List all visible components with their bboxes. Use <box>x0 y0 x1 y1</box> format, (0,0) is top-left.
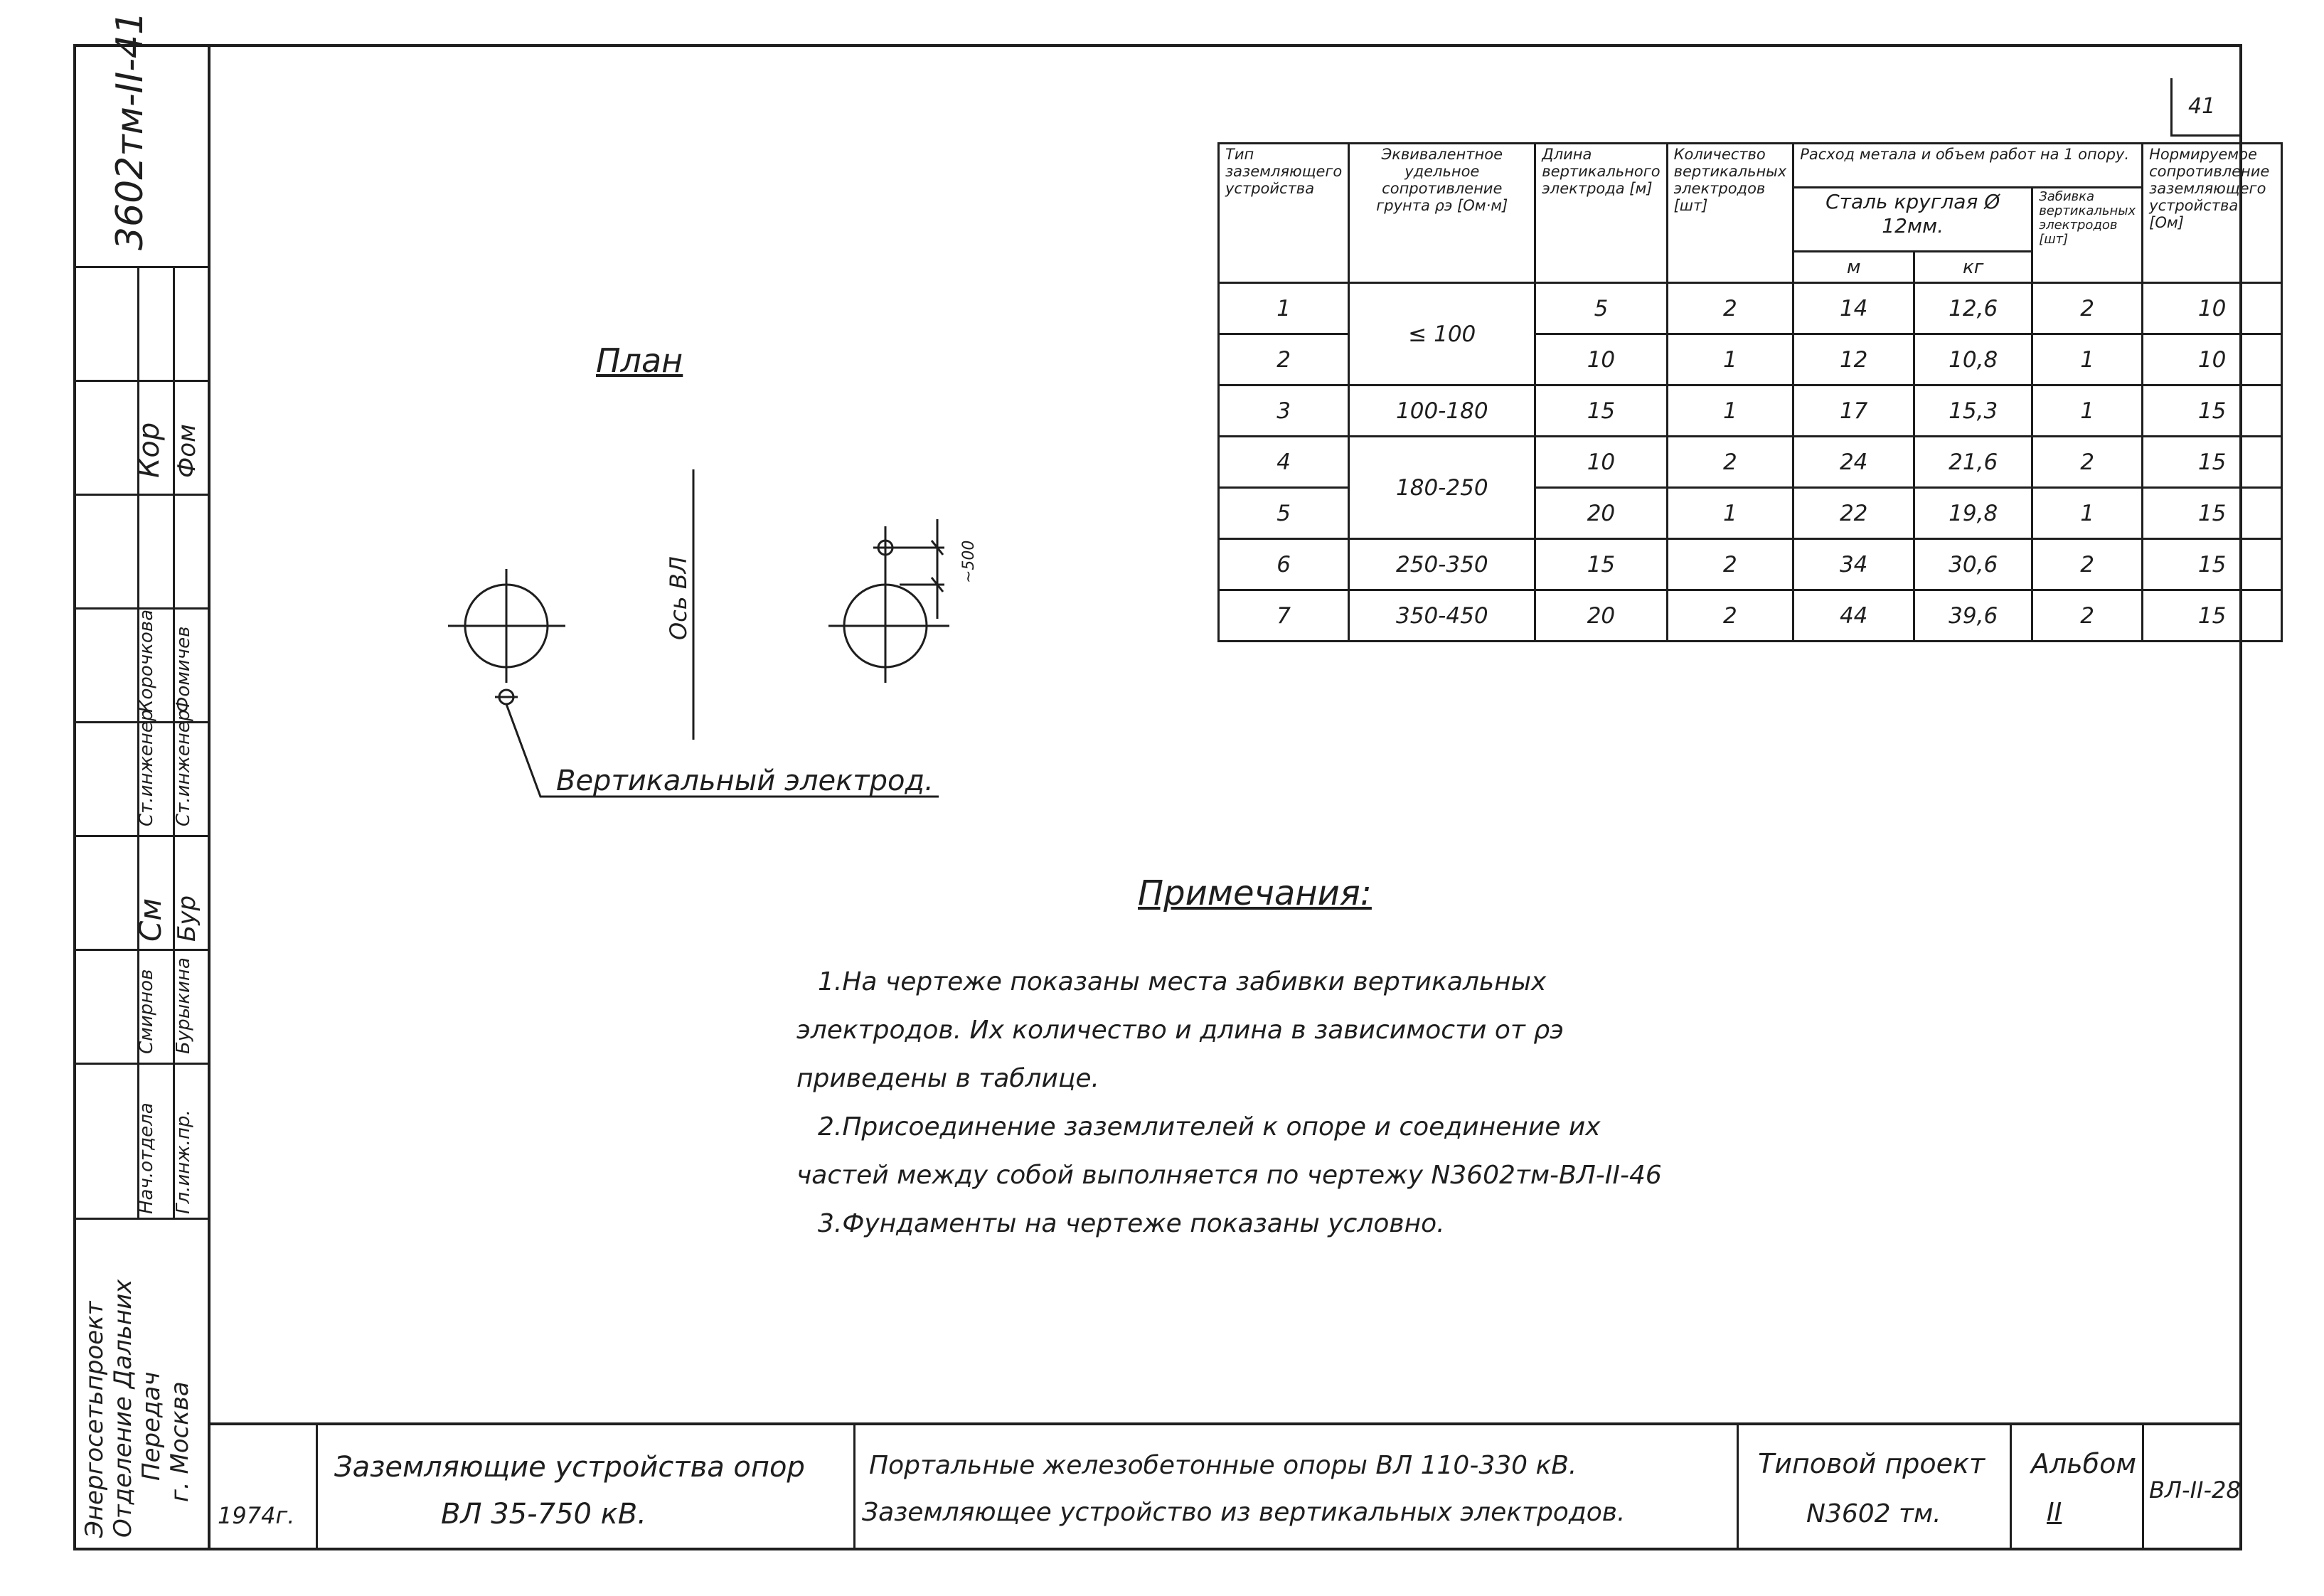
cell-kg: 19,8 <box>1914 488 2032 539</box>
cell-norm: 15 <box>2143 488 2282 539</box>
cell-m: 34 <box>1793 539 1914 590</box>
dimension-label: ~500 <box>960 540 978 583</box>
cell-length: 15 <box>1535 385 1667 437</box>
plan-title: План <box>596 341 683 380</box>
cell-type: 6 <box>1219 539 1349 590</box>
cell-length: 10 <box>1535 437 1667 488</box>
cell-driving: 2 <box>2032 590 2143 642</box>
cell-norm: 15 <box>2143 590 2282 642</box>
note-line: приведены в таблице. <box>796 1064 1099 1093</box>
cell-rho: 100-180 <box>1349 385 1535 437</box>
title-project-line2: N3602 тм. <box>1806 1499 1941 1528</box>
cell-type: 5 <box>1219 488 1349 539</box>
stamp-name: Корочкова <box>136 609 157 713</box>
cell-type: 2 <box>1219 334 1349 385</box>
note-line: электродов. Их количество и длина в зависимости от ρэ <box>796 1016 1564 1045</box>
table-row <box>1219 385 2282 437</box>
sheet-number: 41 <box>2188 94 2216 119</box>
note-line: 2.Присоединение заземлителей к опоре и соединение их <box>818 1112 1601 1142</box>
note-line: 1.На чертеже показаны места забивки вертикальных <box>818 967 1547 996</box>
header-steel: Сталь круглая Ø 12мм. <box>1793 188 2032 252</box>
cell-kg: 30,6 <box>1914 539 2032 590</box>
organization-line: Энергосетьпроект <box>80 1301 109 1538</box>
stamp-name: Фомичев <box>173 626 194 713</box>
title-album-number: II <box>2047 1498 2062 1527</box>
cell-length: 20 <box>1535 590 1667 642</box>
cell-type: 4 <box>1219 437 1349 488</box>
organization-line: г. Москва <box>166 1381 194 1502</box>
notes-title: Примечания: <box>1138 873 1372 913</box>
cell-rho: 350-450 <box>1349 590 1535 642</box>
cell-m: 24 <box>1793 437 1914 488</box>
header-type: Тип заземляющего устройства <box>1219 144 1349 283</box>
table-row <box>1219 283 2282 334</box>
cell-m: 14 <box>1793 283 1914 334</box>
organization-line: Отделение Дальних <box>109 1279 137 1538</box>
title-project-line1: Типовой проект <box>1758 1448 1985 1479</box>
axis-label: Ось ВЛ <box>665 556 692 640</box>
cell-driving: 1 <box>2032 488 2143 539</box>
cell-norm: 15 <box>2143 385 2282 437</box>
cell-type: 3 <box>1219 385 1349 437</box>
title-desc-line1: Портальные железобетонные опоры ВЛ 110-330 кВ. <box>869 1451 1577 1480</box>
electrode-label: Вертикальный электрод. <box>556 765 934 797</box>
cell-count: 1 <box>1667 334 1793 385</box>
stamp-role: Гл.инж.пр. <box>173 1110 194 1214</box>
cell-driving: 1 <box>2032 334 2143 385</box>
title-sheet-code: ВЛ-II-28 <box>2149 1477 2241 1504</box>
cell-type: 1 <box>1219 283 1349 334</box>
stamp-signature: Бур <box>173 895 201 942</box>
cell-kg: 21,6 <box>1914 437 2032 488</box>
stamp-signature: Фом <box>173 424 201 478</box>
note-line: 3.Фундаменты на чертеже показаны условно. <box>818 1209 1445 1238</box>
cell-kg: 15,3 <box>1914 385 2032 437</box>
cell-count: 2 <box>1667 590 1793 642</box>
cell-rho: ≤ 100 <box>1349 283 1535 385</box>
doc-code: 3602тм-II-41 <box>109 11 151 250</box>
cell-norm: 15 <box>2143 539 2282 590</box>
cell-m: 12 <box>1793 334 1914 385</box>
header-length: Длина вертикального электрода [м] <box>1535 144 1667 283</box>
cell-driving: 2 <box>2032 283 2143 334</box>
cell-driving: 1 <box>2032 385 2143 437</box>
cell-driving: 2 <box>2032 539 2143 590</box>
cell-length: 10 <box>1535 334 1667 385</box>
cell-length: 5 <box>1535 283 1667 334</box>
title-desc-line2: Заземляющее устройство из вертикальных электродов. <box>862 1498 1626 1527</box>
table-row <box>1219 539 2282 590</box>
cell-kg: 39,6 <box>1914 590 2032 642</box>
cell-count: 2 <box>1667 283 1793 334</box>
cell-norm: 10 <box>2143 334 2282 385</box>
title-name-line2: ВЛ 35-750 кВ. <box>441 1498 646 1531</box>
cell-kg: 12,6 <box>1914 283 2032 334</box>
header-consumption: Расход метала и объем работ на 1 опору. <box>1793 144 2143 188</box>
stamp-role: Ст.инженер <box>136 709 157 826</box>
cell-count: 2 <box>1667 437 1793 488</box>
stamp-signature: Кор <box>133 422 166 478</box>
title-name-line1: Заземляющие устройства опор <box>334 1451 805 1484</box>
specification-table <box>1217 142 2283 642</box>
cell-rho: 180-250 <box>1349 437 1535 539</box>
stamp-name: Бурыкина <box>173 957 194 1054</box>
sheet-number-box <box>2170 78 2242 137</box>
stamp-sidebar <box>73 11 210 1550</box>
header-count: Количество вертикальных электродов [шт] <box>1667 144 1793 283</box>
cell-count: 1 <box>1667 488 1793 539</box>
title-block <box>210 1422 2242 1550</box>
stamp-signature: См <box>133 898 168 942</box>
cell-norm: 10 <box>2143 283 2282 334</box>
cell-count: 2 <box>1667 539 1793 590</box>
header-steel-m: м <box>1793 252 1914 283</box>
cell-length: 20 <box>1535 488 1667 539</box>
cell-length: 15 <box>1535 539 1667 590</box>
stamp-name: Смирнов <box>136 969 157 1054</box>
note-line: частей между собой выполняется по чертежу N3602тм-ВЛ-II-46 <box>796 1161 1662 1190</box>
cell-m: 17 <box>1793 385 1914 437</box>
organization-line: Передач <box>137 1371 166 1481</box>
stamp-role: Ст.инженер <box>173 709 194 826</box>
cell-type: 7 <box>1219 590 1349 642</box>
stamp-role: Нач.отдела <box>136 1102 157 1214</box>
header-equiv-resistivity: Эквивалентное удельное сопротивление грунта ρэ [Ом·м] <box>1349 144 1535 283</box>
title-year: 1974г. <box>218 1502 295 1529</box>
cell-driving: 2 <box>2032 437 2143 488</box>
cell-rho: 250-350 <box>1349 539 1535 590</box>
title-album-label: Альбом <box>2031 1448 2137 1479</box>
cell-norm: 15 <box>2143 437 2282 488</box>
table-row <box>1219 590 2282 642</box>
header-driving: Забивка вертикальных электродов [шт] <box>2032 188 2143 283</box>
cell-m: 22 <box>1793 488 1914 539</box>
header-norm-resistance: Нормируемое сопротивление заземляющего устройства [Ом] <box>2143 144 2282 283</box>
cell-kg: 10,8 <box>1914 334 2032 385</box>
cell-m: 44 <box>1793 590 1914 642</box>
cell-count: 1 <box>1667 385 1793 437</box>
table-row <box>1219 437 2282 488</box>
header-steel-kg: кг <box>1914 252 2032 283</box>
